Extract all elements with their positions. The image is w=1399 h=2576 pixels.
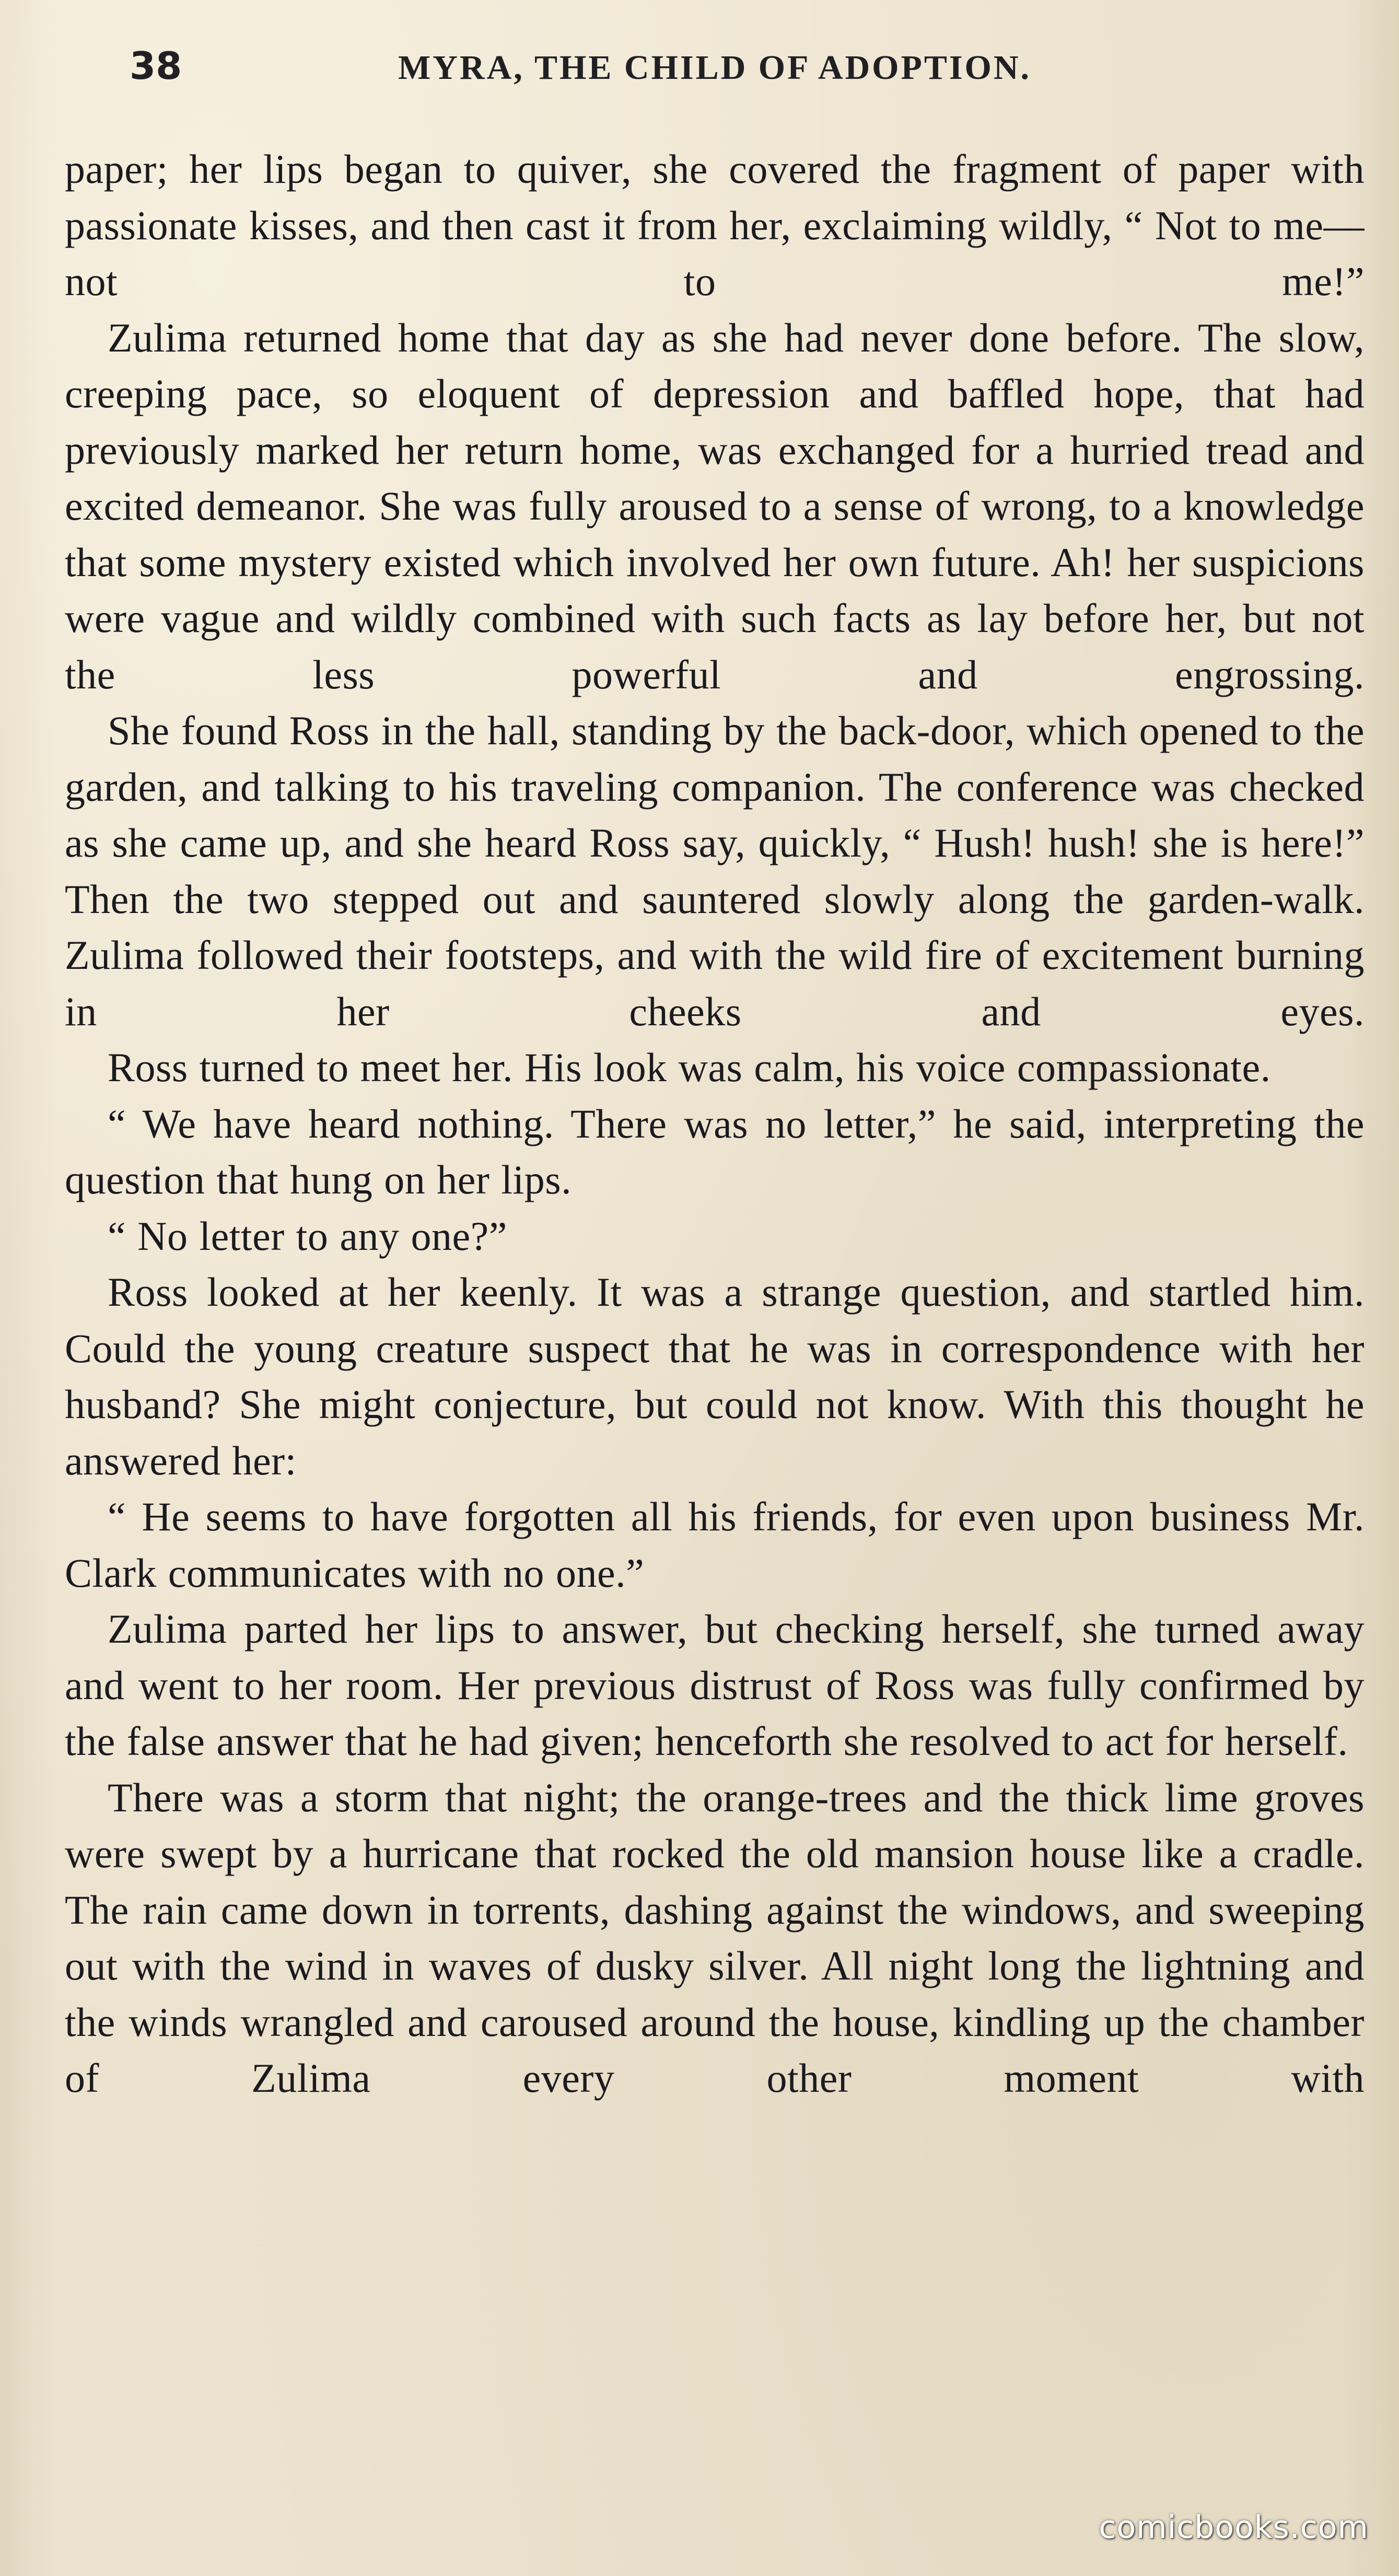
paragraph: “ No letter to any one?” xyxy=(108,1213,507,1259)
paragraph: Ross looked at her keenly. It was a strange question, and startled him. Could the young creature suspect that he was in correspondence with her husband? She might conjecture, but could not know. With this thought he answered her: xyxy=(65,1269,1365,1483)
paragraph: Zulima returned home that day as she had never done before. The slow, creeping pace, so eloquent of depression and baffled hope, that had previously marked her return home, was exchanged for a hurried tread and excited demeanor. She was fully aroused to a sense of wrong, to a knowledge that some mystery existed which involved her own future. Ah! her suspicions were vague and wildly combined with such facts as lay before her, but not the less powerful and engrossing. xyxy=(65,314,1365,697)
text-body xyxy=(65,141,1365,2106)
page-number: 38 xyxy=(130,44,182,88)
paragraph: “ We have heard nothing. There was no letter,” he said, interpreting the question that hung on her lips. xyxy=(65,1100,1365,1202)
running-head xyxy=(65,0,1365,141)
paragraph: “ He seems to have forgotten all his friends, for even upon business Mr. Clark communicates with no one.” xyxy=(65,1494,1365,1596)
paragraph: There was a storm that night; the orange-trees and the thick lime groves were swept by a hurricane that rocked the old mansion house like a cradle. The rain came down in torrents, dashing against the windows, and sweeping out with the wind in waves of dusky silver. All night long the lightning and the winds wrangled and caroused around the house, kindling up the chamber of Zulima every other moment with xyxy=(65,1774,1365,2101)
paragraph: Ross turned to meet her. His look was calm, his voice compassionate. xyxy=(108,1045,1271,1090)
paragraph: paper; her lips began to quiver, she covered the fragment of paper with passionate kisses, and then cast it from her, exclaiming wildly, “ Not to me—not to me!” xyxy=(65,146,1365,304)
paragraph: She found Ross in the hall, standing by the back-door, which opened to the garden, and talking to his traveling companion. The conference was checked as she came up, and she heard Ross say, quickly, “ Hush! hush! she is here!” Then the two stepped out and sauntered slowly along the garden-walk. Zulima followed their footsteps, and with the wild fire of excitement burning in her cheeks and eyes. xyxy=(65,708,1365,1034)
watermark-logo: comicbooks.com xyxy=(1099,2509,1369,2546)
paragraph: Zulima parted her lips to answer, but checking herself, she turned away and went to her room. Her previous distrust of Ross was fully confirmed by the false answer that he had given; henceforth she resolved to act for herself. xyxy=(65,1606,1365,1764)
running-title: MYRA, THE CHILD OF ADOPTION. xyxy=(398,49,1032,87)
